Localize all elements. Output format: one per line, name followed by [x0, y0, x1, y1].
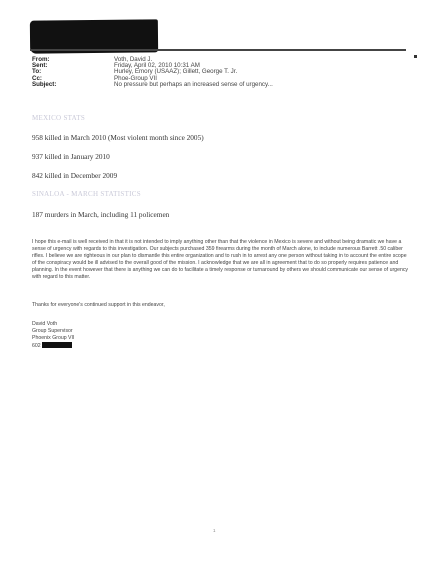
page-number: 1 — [213, 528, 216, 533]
signature-phone — [32, 342, 74, 350]
mexico-stat-january: 937 killed in January 2010 — [32, 152, 110, 161]
phone-prefix: 602 — [32, 343, 41, 349]
header-divider — [30, 49, 406, 51]
from-value: Voth, David J. — [114, 56, 153, 63]
mexico-stat-december: 842 killed in December 2009 — [32, 171, 118, 180]
scan-mark — [414, 55, 417, 58]
subject-row — [32, 82, 402, 88]
mexico-stats-title: MEXICO STATS — [32, 114, 86, 122]
cc-label: Cc: — [32, 74, 42, 82]
signature-group: Phoenix Group VII — [32, 335, 75, 341]
sinaloa-stats-title: SINALOA - MARCH STATISTICS — [32, 190, 141, 198]
redaction-block-phone — [42, 342, 72, 348]
signature-title: Group Supervisor — [32, 328, 73, 334]
cc-value: Phoe-Group VII — [114, 74, 157, 82]
mexico-stat-march: 958 killed in March 2010 (Most violent month since 2005) — [32, 133, 204, 142]
sinaloa-stat-march: 187 murders in March, including 11 policemen — [32, 210, 170, 219]
signature-name: David Voth — [32, 321, 58, 327]
subject-value: No pressure but perhaps an increased sense of urgency... — [114, 80, 273, 88]
to-value: Hurley, Emory (USAAZ); Gillett, George T. Jr. — [114, 68, 238, 76]
email-header — [32, 57, 402, 88]
signature-block — [32, 321, 74, 350]
subject-label: Subject: — [32, 80, 57, 88]
from-label: From: — [32, 56, 50, 63]
sent-value: Friday, April 02, 2010 10:31 AM — [114, 62, 200, 70]
thanks-line: Thanks for everyone's continued support in this endeavor, — [32, 302, 165, 308]
email-body-paragraph: I hope this e-mail is well received in that it is not intended to imply anything other than that the violence in Mexico is severe and without being dramatic we have a sense of urgency with regards to this investigation. Our subjects purchased 359 firearms during the month of March alone, to include numerous Barrett .50 caliber rifles. I believe we are righteous in our plan to dismantle this entire organization and to rush in to arrest any one person without taking in to account the entire scope of the conspiracy would be ill advised to the overall good of the mission. I acknowledge that we are all in agreement that to do so properly requires patience and planning. In the event however that there is anything we can do to facilitate a timely response or turnaround by others we should communicate our sense of urgency with regard to this matter. — [32, 239, 409, 280]
sent-label: Sent: — [32, 62, 48, 70]
to-label: To: — [32, 68, 42, 76]
